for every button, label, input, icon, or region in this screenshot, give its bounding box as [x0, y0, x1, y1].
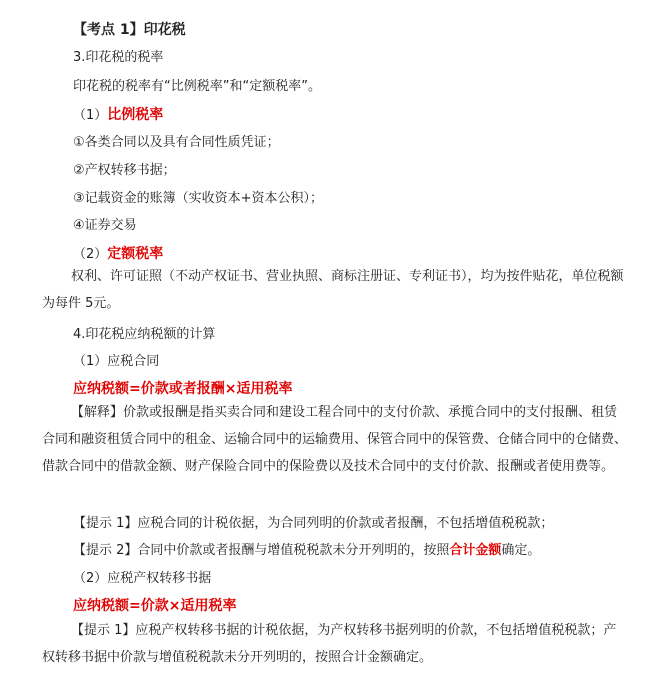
list-item-capital-ledger: ③记载资金的账簿（实收资本+资本公积）； [73, 191, 324, 206]
rate-intro: 印花税的税率有“比例税率”和“定额税率”。 [73, 79, 321, 94]
fixed-rate-paragraph: 权利、许可证照（不动产权证书、营业执照、商标注册证、专利证书），均为按件贴花，单位税额为每件 5元。 [42, 269, 624, 311]
subsection-title-4: 4.印花税应纳税额的计算 [73, 327, 216, 342]
subsection-title-3: 3.印花税的税率 [73, 50, 164, 65]
tip-2-text-end: 确定。 [501, 543, 541, 558]
taxable-contract-title: （1）应税合同 [73, 354, 160, 369]
formula-property-transfer: 应纳税额=价款×适用税率 [73, 598, 237, 614]
proportional-rate-heading [73, 105, 163, 126]
formula-contract: 应纳税额=价款或者报酬×适用税率 [73, 381, 293, 397]
fixed-rate-title: 定额税率 [107, 246, 164, 262]
tip-2-text-start: 【提示 2】合同中价款或者报酬与增值税税款未分开列明的，按照 [73, 543, 450, 558]
explanation-paragraph: 【解释】价款或报酬是指买卖合同和建设工程合同中的支付价款、承揽合同中的支付报酬、租赁合同和融资租赁合同中的租金、运输合同中的运输费用、保管合同中的保管费、仓储合同中的仓储费、借款合同中的借款金额、财产保险合同中的保险费以及技术合同中的支付价款、报酬或者使用费等。 [42, 405, 628, 474]
tip-1-contract: 【提示 1】应税合同的计税依据，为合同列明的价款或者报酬，不包括增值税税款； [73, 516, 554, 531]
list-item-securities: ④证券交易 [73, 218, 137, 233]
tip-2-contract [73, 541, 540, 561]
section-heading: 【考点 1】印花税 [73, 22, 186, 38]
property-transfer-title: （2）应税产权转移书据 [73, 571, 212, 586]
fixed-rate-heading [73, 244, 163, 265]
list-item-contracts: ①各类合同以及具有合同性质凭证； [73, 135, 280, 150]
proportional-rate-label: （1） [73, 108, 108, 123]
fixed-rate-label: （2） [73, 247, 108, 262]
list-item-property-transfer: ②产权转移书据； [73, 163, 176, 178]
proportional-rate-title: 比例税率 [107, 107, 164, 123]
tip-2-emphasis: 合计金额 [449, 543, 502, 558]
tip-property-transfer: 【提示 1】应税产权转移书据的计税依据，为产权转移书据列明的价款，不包括增值税税款；产权转移书据中价款与增值税税款未分开列明的，按照合计金额确定。 [42, 623, 617, 665]
